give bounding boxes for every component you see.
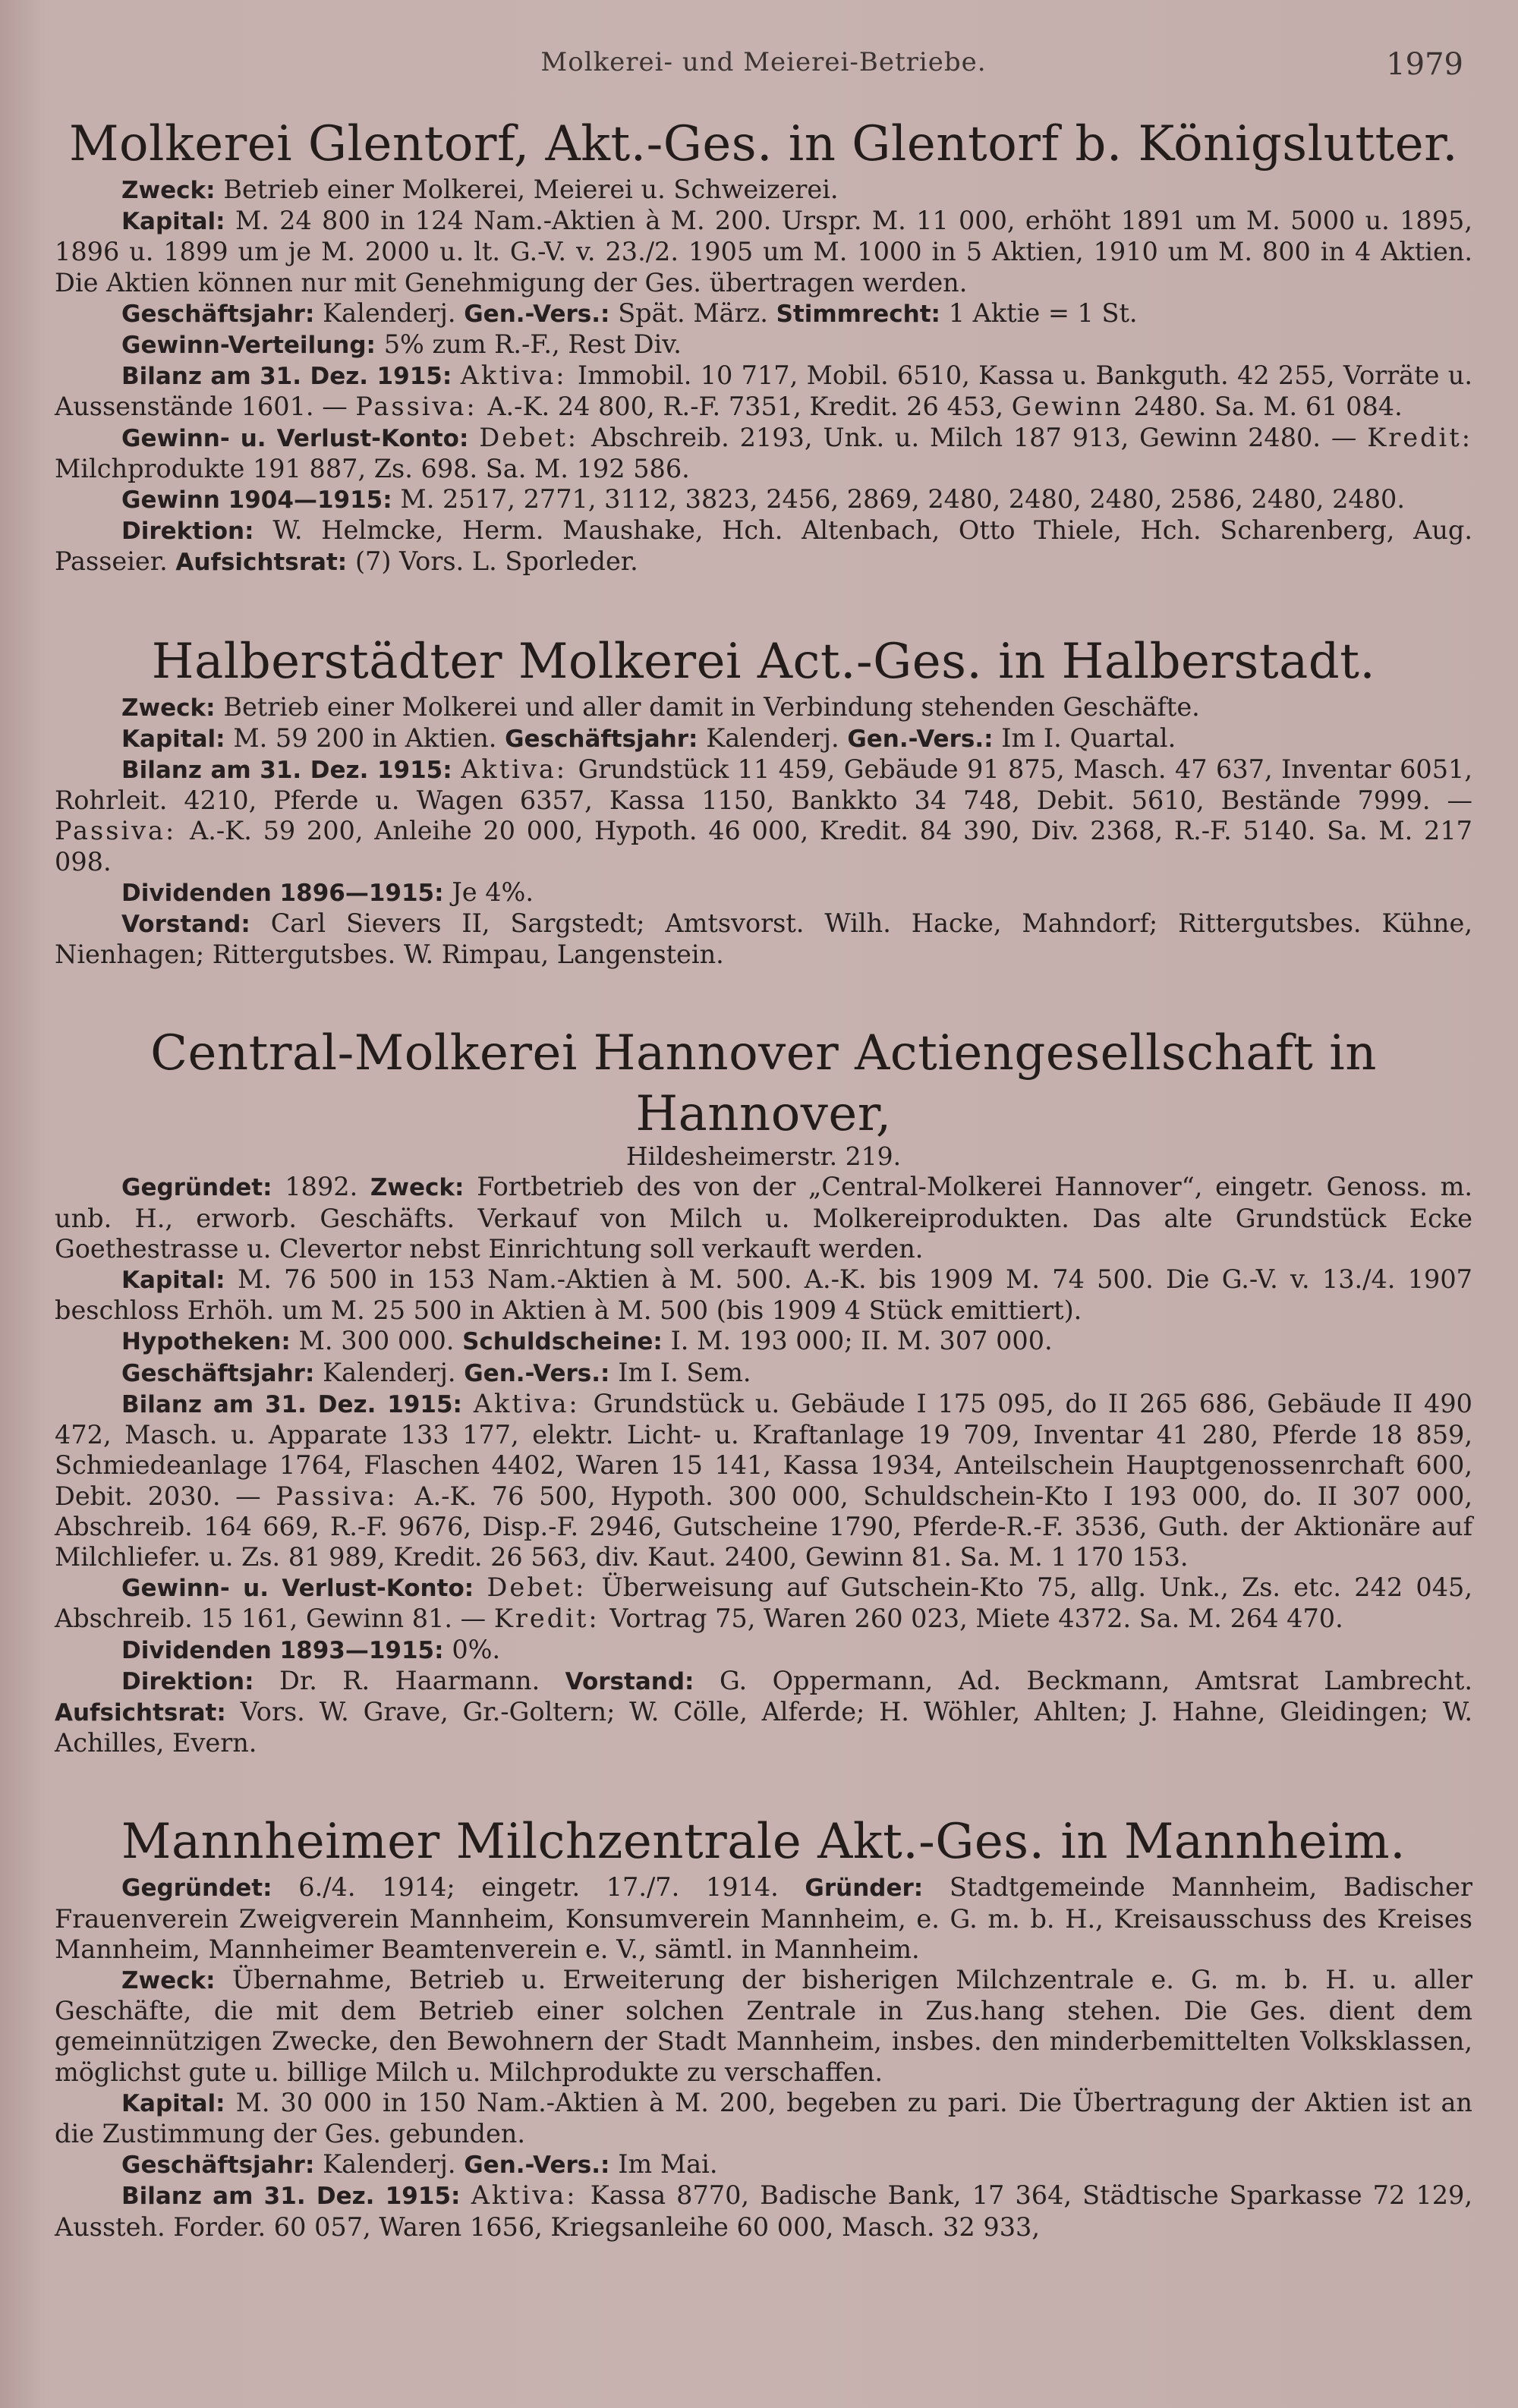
field-label: Aufsichtsrat: bbox=[175, 549, 355, 577]
field-text: A.-K. 59 200, Anleihe 20 000, Hypoth. 46 000, Kredit. 84 390, Div. 2368, R.-F. 5140. Sa. M. 217 098. bbox=[55, 816, 1472, 877]
field-label: Dividenden 1896—1915: bbox=[121, 879, 452, 907]
field-label: Stimmrecht: bbox=[776, 300, 949, 328]
entry-paragraph bbox=[55, 206, 1472, 298]
entry-subtitle: Hildesheimerstr. 219. bbox=[625, 1141, 902, 1172]
company-entry-hannover bbox=[55, 1023, 1472, 1758]
field-text: Spät. März. bbox=[618, 297, 776, 328]
spaced-label: Kredit: bbox=[493, 1604, 610, 1634]
field-label: Aufsichtsrat: bbox=[55, 1698, 241, 1727]
field-text: M. 76 500 in 153 Nam.-Aktien à M. 500. A.-K. bis 1909 M. 74 500. Die G.-V. v. 13./4. 1907 beschloss Erhöh. um M. 25 500 in Aktien à M. 500 (bis 1909 4 Stück emittiert). bbox=[55, 1264, 1472, 1326]
spaced-label: Aktiva: bbox=[460, 360, 578, 391]
field-text: 2480. Sa. M. 61 084. bbox=[1133, 392, 1403, 422]
field-label: Gen.-Vers.: bbox=[464, 1359, 619, 1387]
field-label: Gewinn- u. Verlust-Konto: bbox=[121, 1575, 487, 1603]
entry-paragraph bbox=[55, 1172, 1472, 1264]
field-text: Vortrag 75, Waren 260 023, Miete 4372. Sa. M. 264 470. bbox=[609, 1604, 1343, 1634]
entry-paragraph bbox=[55, 484, 1472, 515]
field-text: Kalenderj. bbox=[323, 2149, 465, 2180]
field-label: Bilanz am 31. Dez. 1915: bbox=[121, 2183, 471, 2211]
field-text: Abschreib. 2193, Unk. u. Milch 187 913, Gewinn 2480. — bbox=[591, 422, 1368, 452]
entry-paragraph bbox=[55, 1358, 1472, 1389]
field-text: Im I. Sem. bbox=[618, 1357, 751, 1387]
field-text: 5% zum R.-F., Rest Div. bbox=[383, 329, 682, 360]
field-text: 0%. bbox=[452, 1634, 501, 1664]
running-title: Molkerei- und Meierei-Betriebe. bbox=[540, 47, 987, 77]
entry-title: Central-Molkerei Hannover Actiengesellschaft in Hannover, bbox=[150, 1025, 1377, 1143]
spaced-label: Aktiva: bbox=[473, 1388, 594, 1418]
field-text: Betrieb einer Molkerei und aller damit in Verbindung stehenden Geschäfte. bbox=[223, 691, 1200, 722]
field-label: Kapital: bbox=[121, 2089, 236, 2117]
field-text: I. M. 193 000; II. M. 307 000. bbox=[670, 1326, 1053, 1356]
entry-paragraph bbox=[55, 723, 1472, 754]
entry-paragraph bbox=[55, 360, 1472, 422]
field-label: Kapital: bbox=[121, 725, 234, 753]
company-entry-halberstadt bbox=[55, 631, 1472, 971]
field-text: Dr. R. Haarmann. bbox=[279, 1665, 565, 1695]
entry-paragraph bbox=[55, 908, 1472, 970]
page-content bbox=[55, 114, 1472, 2243]
entry-body bbox=[55, 1172, 1472, 1758]
field-text: Carl Sievers II, Sargstedt; Amtsvorst. Wilh. Hacke, Mahndorf; Rittergutsbes. Kühne, Nienhagen; Rittergutsbes. W. Rimpau, Langenstein. bbox=[55, 908, 1472, 970]
entry-body bbox=[55, 175, 1472, 578]
field-text: W. Helmcke, Herm. Maushake, Hch. Altenbach, Otto Thiele, Hch. Scharenberg, Aug. Passeier. bbox=[55, 515, 1472, 577]
field-text: Milchprodukte 191 887, Zs. 698. Sa. M. 192 586. bbox=[55, 453, 690, 483]
entry-paragraph bbox=[55, 1264, 1472, 1326]
field-label: Gegründet: bbox=[121, 1174, 285, 1202]
entry-paragraph bbox=[55, 1326, 1472, 1357]
spaced-label: Passiva: bbox=[355, 392, 488, 422]
field-text: Betrieb einer Molkerei, Meierei u. Schweizerei. bbox=[223, 175, 839, 204]
field-text: 1 Aktie = 1 St. bbox=[948, 297, 1138, 328]
entry-title: Halberstädter Molkerei Act.-Ges. in Halberstadt. bbox=[151, 633, 1376, 690]
field-label: Geschäftsjahr: bbox=[505, 725, 707, 753]
field-label: Gen.-Vers.: bbox=[464, 300, 619, 328]
entry-paragraph bbox=[55, 754, 1472, 877]
field-label: Gegründet: bbox=[121, 1874, 299, 1903]
entry-paragraph bbox=[55, 298, 1472, 329]
field-label: Zweck: bbox=[121, 1966, 232, 1994]
company-entry-mannheim bbox=[55, 1812, 1472, 2242]
field-label: Zweck: bbox=[121, 177, 224, 204]
field-text: Kalenderj. bbox=[323, 1357, 465, 1387]
field-text: 1892. bbox=[285, 1172, 370, 1202]
entry-body bbox=[55, 692, 1472, 971]
entry-paragraph bbox=[55, 1965, 1472, 2088]
entry-paragraph bbox=[55, 175, 1472, 206]
field-label: Kapital: bbox=[121, 208, 235, 236]
field-text: (7) Vors. L. Sporleder. bbox=[354, 546, 638, 577]
field-label: Zweck: bbox=[121, 694, 224, 722]
field-text: M. 30 000 in 150 Nam.-Aktien à M. 200, begeben zu pari. Die Übertragung der Aktien ist an die Zustimmung der Ges. gebunden. bbox=[55, 2087, 1473, 2148]
page-number: 1979 bbox=[1386, 47, 1463, 82]
field-text: M. 300 000. bbox=[298, 1326, 463, 1356]
field-text: Immobil. 10 717, Mobil. 6510, Kassa u. Bankguth. 42 255, Vorräte u. Aussenstände 1601. — bbox=[55, 360, 1472, 422]
field-label: Gründer: bbox=[805, 1874, 950, 1903]
field-label: Hypotheken: bbox=[121, 1328, 299, 1356]
entry-body bbox=[55, 1872, 1472, 2242]
spaced-label: Kredit: bbox=[1367, 422, 1473, 452]
entry-paragraph bbox=[55, 2088, 1472, 2149]
field-label: Gewinn- u. Verlust-Konto: bbox=[121, 424, 480, 452]
field-label: Kapital: bbox=[121, 1267, 238, 1295]
entry-paragraph bbox=[55, 1872, 1472, 1965]
field-text: Übernahme, Betrieb u. Erweiterung der bisherigen Milchzentrale e. G. m. b. H. u. aller Geschäfte, die mit dem Betrieb einer solchen Zentrale in Zus.hang stehen. Die Ges. dient dem gemeinnützigen Zwecke, den Bewohnern der Stadt Mannheim, insbes. den minderbemittelten Volksklassen, möglichst gute u. billige Milch u. Milchprodukte zu verschaffen. bbox=[55, 1964, 1472, 2087]
field-text: Kalenderj. bbox=[323, 297, 465, 328]
field-text: Kalenderj. bbox=[706, 722, 848, 753]
entry-paragraph bbox=[55, 692, 1472, 723]
entry-paragraph bbox=[55, 2149, 1472, 2180]
field-text: M. 24 800 in 124 Nam.-Aktien à M. 200. Urspr. M. 11 000, erhöht 1891 um M. 5000 u. 1895, 1896 u. 1899 um je M. 2000 u. lt. G.-V. v. 23./2. 1905 um M. 1000 in 5 Aktien, 1910 um M. 800 in 4 Aktien. Die Aktien können nur mit Genehmigung der Ges. übertragen werden. bbox=[55, 206, 1472, 297]
entry-paragraph bbox=[55, 2180, 1472, 2242]
field-label: Geschäftsjahr: bbox=[121, 2151, 323, 2180]
field-label: Bilanz am 31. Dez. 1915: bbox=[121, 363, 461, 391]
field-label: Geschäftsjahr: bbox=[121, 1359, 323, 1387]
field-text: M. 59 200 in Aktien. bbox=[233, 722, 505, 753]
field-label: Geschäftsjahr: bbox=[121, 300, 323, 328]
entry-paragraph bbox=[55, 515, 1472, 578]
spaced-label: Gewinn bbox=[1011, 392, 1134, 422]
entry-title: Mannheimer Milchzentrale Akt.-Ges. in Mannheim. bbox=[121, 1814, 1406, 1871]
spaced-label: Passiva: bbox=[276, 1481, 415, 1511]
field-label: Direktion: bbox=[121, 518, 273, 546]
field-text: Grundstück u. Gebäude I 175 095, do II 265 686, Gebäude II 490 472, Masch. u. Apparate 133 177, elektr. Licht- u. Kraftanlage 19 709, Inventar 41 280, Pferde 18 859, Schmiedeanlage 1764, Flaschen 4402, Waren 15 141, Kassa 1934, Anteilschein Hauptgenossenrchaft 600, Debit. 2030. — bbox=[55, 1388, 1472, 1511]
field-label: Direktion: bbox=[121, 1667, 280, 1695]
entry-paragraph bbox=[55, 423, 1472, 484]
field-text: Vors. W. Grave, Gr.-Goltern; W. Cölle, Alferde; H. Wöhler, Ahlten; J. Hahne, Gleidingen; W. Achilles, Evern. bbox=[55, 1696, 1472, 1758]
field-text: Grundstück 11 459, Gebäude 91 875, Masch. 47 637, Inventar 6051, Rohrleit. 4210, Pferde u. Wagen 6357, Kassa 1150, Bankkto 34 748, Debit. 5610, Bestände 7999. — bbox=[55, 754, 1472, 816]
entry-paragraph bbox=[55, 329, 1472, 360]
entry-title: Molkerei Glentorf, Akt.-Ges. in Glentorf b. Königslutter. bbox=[68, 116, 1459, 172]
field-label: Dividenden 1893—1915: bbox=[121, 1636, 452, 1664]
company-entry-glentorf bbox=[55, 114, 1472, 578]
spaced-label: Aktiva: bbox=[471, 2180, 591, 2211]
field-text: Im Mai. bbox=[618, 2149, 718, 2180]
entry-paragraph bbox=[55, 1389, 1472, 1572]
field-text: M. 2517, 2771, 3112, 3823, 2456, 2869, 2480, 2480, 2480, 2586, 2480, 2480. bbox=[400, 484, 1405, 515]
field-label: Vorstand: bbox=[565, 1667, 720, 1695]
field-text: Je 4%. bbox=[452, 877, 534, 907]
spaced-label: Aktiva: bbox=[461, 754, 578, 785]
field-label: Gewinn 1904—1915: bbox=[121, 486, 401, 515]
entry-paragraph bbox=[55, 1572, 1472, 1634]
field-text: Stadtgemeinde Mannheim, Badischer Frauenverein Zweigverein Mannheim, Konsumverein Mannheim, e. G. m. b. H., Kreisausschuss des Kreises Mannheim, Mannheimer Beamtenverein e. V., sämtl. in Mannheim. bbox=[55, 1872, 1472, 1964]
entry-paragraph bbox=[55, 1666, 1472, 1759]
entry-paragraph bbox=[55, 877, 1472, 908]
field-text: A.-K. 76 500, Hypoth. 300 000, Schuldschein-Kto I 193 000, do. II 307 000, Abschreib. 164 669, R.-F. 9676, Disp.-F. 2946, Gutscheine 1790, Pferde-R.-F. 3536, Guth. der Aktionäre auf Milchliefer. u. Zs. 81 989, Kredit. 26 563, div. Kaut. 2400, Gewinn 81. Sa. M. 1 170 153. bbox=[55, 1481, 1472, 1572]
field-text: Fortbetrieb des von der „Central-Molkerei Hannover“, eingetr. Genoss. m. unb. H., erworb. Geschäfts. Verkauf von Milch u. Molkereiprodukten. Das alte Grundstück Ecke Goethestrasse u. Clevertor nebst Einrichtung soll verkauft werden. bbox=[55, 1172, 1472, 1264]
field-label: Gen.-Vers.: bbox=[847, 725, 1002, 753]
field-text: 6./4. 1914; eingetr. 17./7. 1914. bbox=[298, 1872, 805, 1903]
field-text: Kassa 8770, Badische Bank, 17 364, Städtische Sparkasse 72 129, Ausstеh. Forder. 60 057, Waren 1656, Kriegsanleihe 60 000, Masch. 32 933, bbox=[55, 2180, 1473, 2242]
field-label: Bilanz am 31. Dez. 1915: bbox=[121, 1390, 474, 1418]
field-text: G. Oppermann, Ad. Beckmann, Amtsrat Lambrecht. bbox=[719, 1665, 1472, 1695]
field-label: Gen.-Vers.: bbox=[464, 2151, 619, 2180]
field-text: Im I. Quartal. bbox=[1001, 722, 1176, 753]
entry-paragraph bbox=[55, 1635, 1472, 1666]
running-header bbox=[55, 47, 1472, 82]
field-label: Zweck: bbox=[370, 1174, 477, 1202]
field-text: A.-K. 24 800, R.-F. 7351, Kredit. 26 453, bbox=[487, 392, 1012, 422]
spaced-label: Debet: bbox=[479, 422, 591, 452]
field-label: Gewinn-Verteilung: bbox=[121, 332, 384, 360]
field-label: Bilanz am 31. Dez. 1915: bbox=[121, 757, 461, 785]
spaced-label: Passiva: bbox=[55, 816, 191, 846]
field-label: Schuldscheine: bbox=[462, 1328, 671, 1356]
field-text: Überweisung auf Gutschein-Kto 75, allg. Unk., Zs. etc. 242 045, Abschreib. 15 161, Gewinn 81. — bbox=[55, 1572, 1473, 1634]
spaced-label: Debet: bbox=[487, 1572, 602, 1603]
field-label: Vorstand: bbox=[121, 911, 271, 939]
